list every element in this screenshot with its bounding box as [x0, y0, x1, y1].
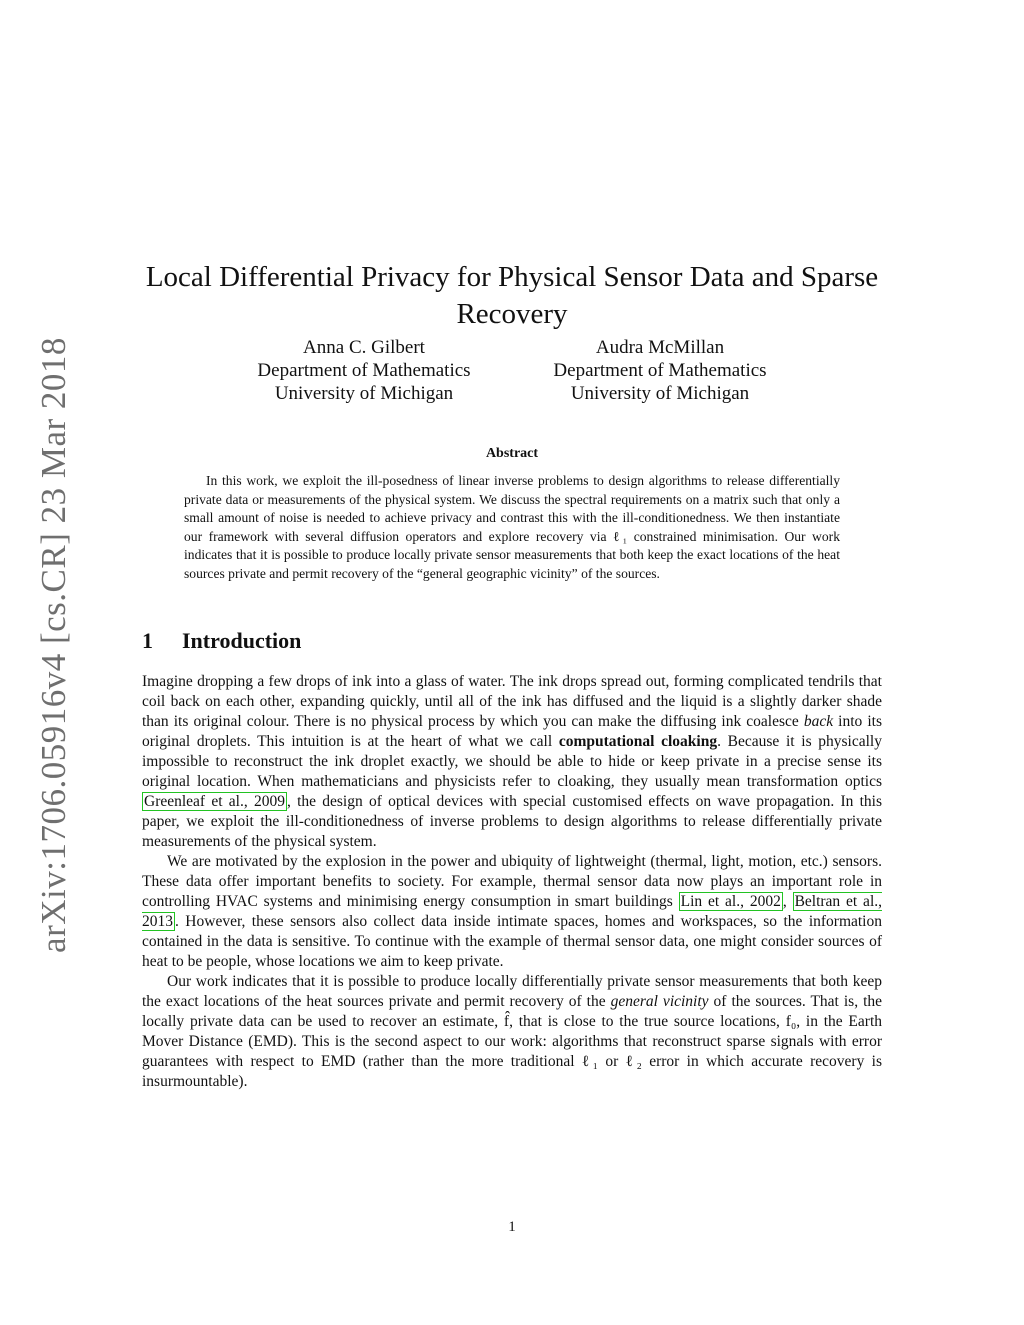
- citation-link-beltran[interactable]: Beltran et al., 2013: [142, 893, 882, 930]
- paper-title: Local Differential Privacy for Physical Sensor Data and Sparse Recovery: [145, 261, 879, 331]
- arxiv-identifier-stamp: arXiv:1706.05916v4 [cs.CR] 23 Mar 2018: [34, 337, 73, 953]
- section-heading-introduction: [142, 628, 301, 654]
- author-department: Department of Mathematics: [257, 360, 471, 381]
- text-run: Our work indicates that it is possible to produce locally differentially private sensor measurements that both keep the exact locations of the heat sources private and permit recovery of the: [142, 973, 882, 1010]
- text-run: . However, these sensors also collect data inside intimate spaces, homes and workspaces, so the information contained in the data is sensitive. To continue with the example of thermal sensor data, one might consider sources of heat to be people, whose locations we aim to keep private.: [142, 913, 882, 970]
- italic-text: general vicinity: [610, 993, 709, 1010]
- paragraph-3: [142, 972, 882, 1092]
- text-run: ,: [782, 893, 793, 910]
- section-title: Introduction: [182, 628, 302, 653]
- page-number: 1: [508, 1219, 516, 1235]
- bold-term: computational cloaking: [558, 733, 718, 750]
- author-university: University of Michigan: [570, 383, 750, 404]
- author-department: Department of Mathematics: [553, 360, 767, 381]
- text-run: . Because it is physically impossible to reconstruct the ink droplet exactly, we should be able to hide or keep private in a precise sense its original location. When mathematicians and physicists refer to cloaking, they usually mean transformation optics: [142, 733, 882, 790]
- introduction-body: [142, 672, 882, 1092]
- author-block-2: [515, 336, 805, 405]
- text-run: of the sources. That is, the locally private data can be used to recover an estimate, f̂, that is close to the true source locations, f₀, in the Earth Mover Distance (EMD). This is the second aspect to our work: algorithms that reconstruct sparse signals with error guarantees with respect to EMD (rather than the more traditional ℓ₁ or ℓ₂ error in which accurate recovery is insurmountable).: [142, 993, 883, 1090]
- section-number: 1: [142, 628, 153, 653]
- author-block-1: [219, 336, 509, 405]
- paragraph-2: [142, 852, 882, 972]
- author-university: University of Michigan: [274, 383, 454, 404]
- text-run: Imagine dropping a few drops of ink into a glass of water. The ink drops spread out, forming complicated tendrils that coil back on each other, expanding quickly, until all of the ink has diffused and the liquid is a slightly darker shade than its original colour. There is no physical process by which you can make the diffusing ink coalesce: [142, 673, 882, 730]
- text-run: , the design of optical devices with special customised effects on wave propagation. In this paper, we exploit the ill-conditionedness of inverse problems to design algorithms to release differentially private measurements of the physical system.: [142, 793, 882, 850]
- paragraph-1: [142, 672, 882, 852]
- text-run: into its original droplets. This intuition is at the heart of what we call: [142, 713, 882, 750]
- text-run: We are motivated by the explosion in the power and ubiquity of lightweight (thermal, light, motion, etc.) sensors. These data offer important benefits to society. For example, thermal sensor data now plays an important role in controlling HVAC systems and minimising energy consumption in smart buildings: [142, 853, 882, 910]
- abstract-heading: Abstract: [485, 446, 539, 461]
- author-name: Anna C. Gilbert: [303, 337, 425, 358]
- citation-link-lin[interactable]: Lin et al., 2002: [680, 893, 781, 910]
- italic-text: back: [803, 713, 834, 730]
- author-name: Audra McMillan: [595, 337, 725, 358]
- citation-link-greenleaf[interactable]: Greenleaf et al., 2009: [144, 793, 285, 810]
- abstract-body: In this work, we exploit the ill-posedness of linear inverse problems to design algorithms to release differentially private data or measurements of the physical system. We discuss the spectral requirements on a matrix such that only a small amount of noise is needed to achieve privacy and contrast this with the ill-conditionedness. We then instantiate our framework with several diffusion operators and explore recovery via ℓ₁ constrained minimisation. Our work indicates that it is possible to produce locally private sensor measurements that both keep the exact locations of the heat sources private and permit recovery of the “general geographic vicinity” of the sources.: [184, 473, 840, 581]
